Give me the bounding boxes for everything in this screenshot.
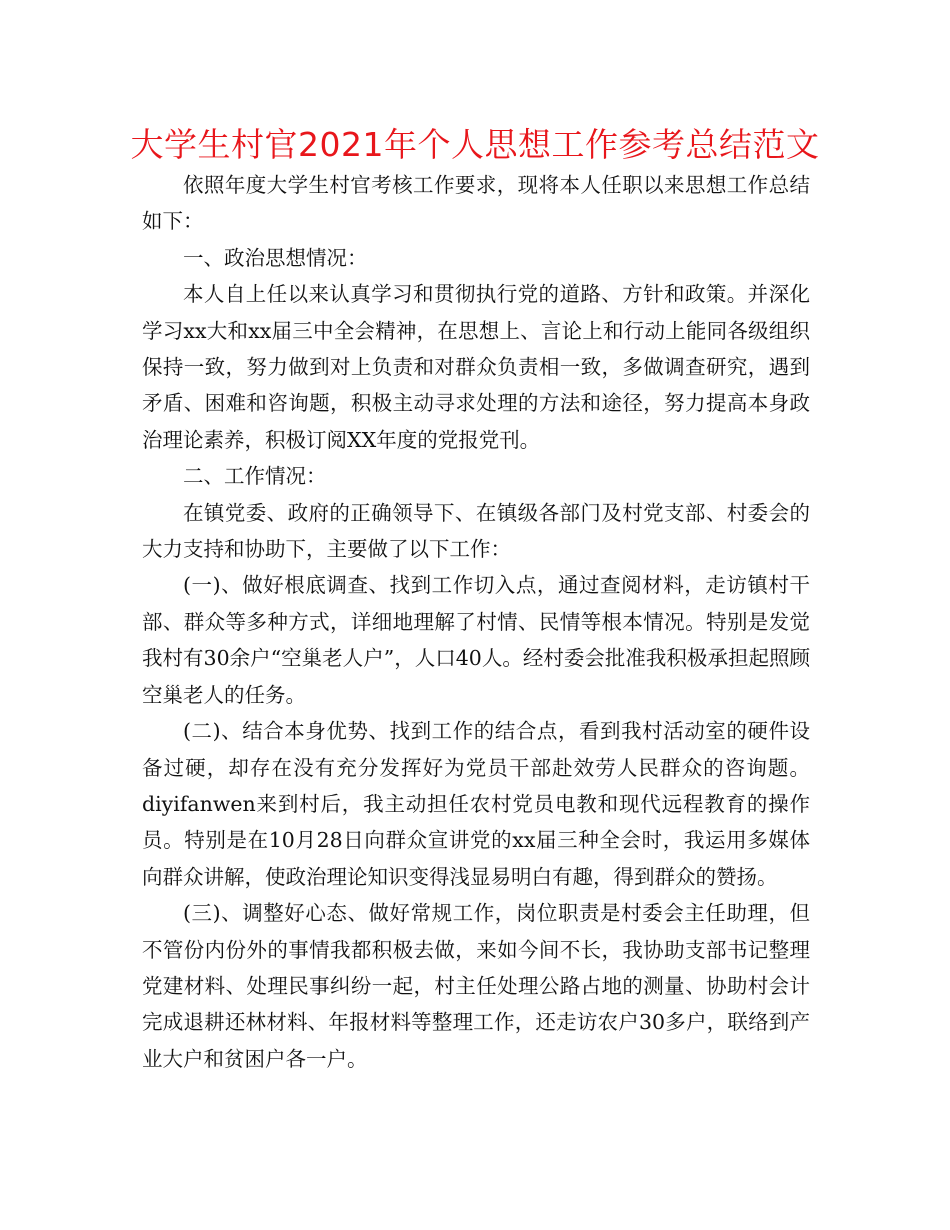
document-body: [142, 167, 810, 1077]
document-title: 大学生村官2021年个人思想工作参考总结范文: [130, 125, 820, 164]
section-heading-work: 二、工作情况：: [183, 464, 327, 489]
section-heading-political: 一、政治思想情况：: [183, 245, 368, 270]
paragraph-work-item-2: (二)、结合本身优势、找到工作的结合点，看到我村活动室的硬件设备过硬，却存在没有充分发挥好为党员干部赴效劳人民群众的咨询题。diyifanwen来到村后，我主动担任农村党员电教和现代远程教育的操作员。特别是在10月28日向群众宣讲党的xx届三种全会时，我运用多媒体向群众讲解，使政治理论知识变得浅显易明白有趣，得到群众的赞扬。: [142, 719, 810, 889]
paragraph-work-item-1: (一)、做好根底调查、找到工作切入点，通过查阅材料，走访镇村干部、群众等多种方式，详细地理解了村情、民情等根本情况。特别是发觉我村有30余户“空巢老人户”，人口40人。经村委会批准我积极承担起照顾空巢老人的任务。: [142, 573, 810, 707]
paragraph-work-item-3: (三)、调整好心态、做好常规工作，岗位职责是村委会主任助理，但不管份内份外的事情我都积极去做，来如今间不长，我协助支部书记整理党建材料、处理民事纠纷一起，村主任处理公路占地的测量、协助村会计完成退耕还林材料、年报材料等整理工作，还走访农户30多户，联络到产业大户和贫困户各一户。: [142, 901, 810, 1071]
paragraph-work-intro: 在镇党委、政府的正确领导下、在镇级各部门及村党支部、村委会的大力支持和协助下，主要做了以下工作：: [142, 500, 810, 562]
paragraph-intro: 依照年度大学生村官考核工作要求，现将本人任职以来思想工作总结如下：: [142, 173, 810, 234]
paragraph-political: 本人自上任以来认真学习和贯彻执行党的道路、方针和政策。并深化学习xx大和xx届三中全会精神，在思想上、言论上和行动上能同各级组织保持一致，努力做到对上负责和对群众负责相一致，多做调查研究，遇到矛盾、困难和咨询题，积极主动寻求处理的方法和途径，努力提高本身政治理论素养，积极订阅XX年度的党报党刊。: [142, 282, 810, 452]
